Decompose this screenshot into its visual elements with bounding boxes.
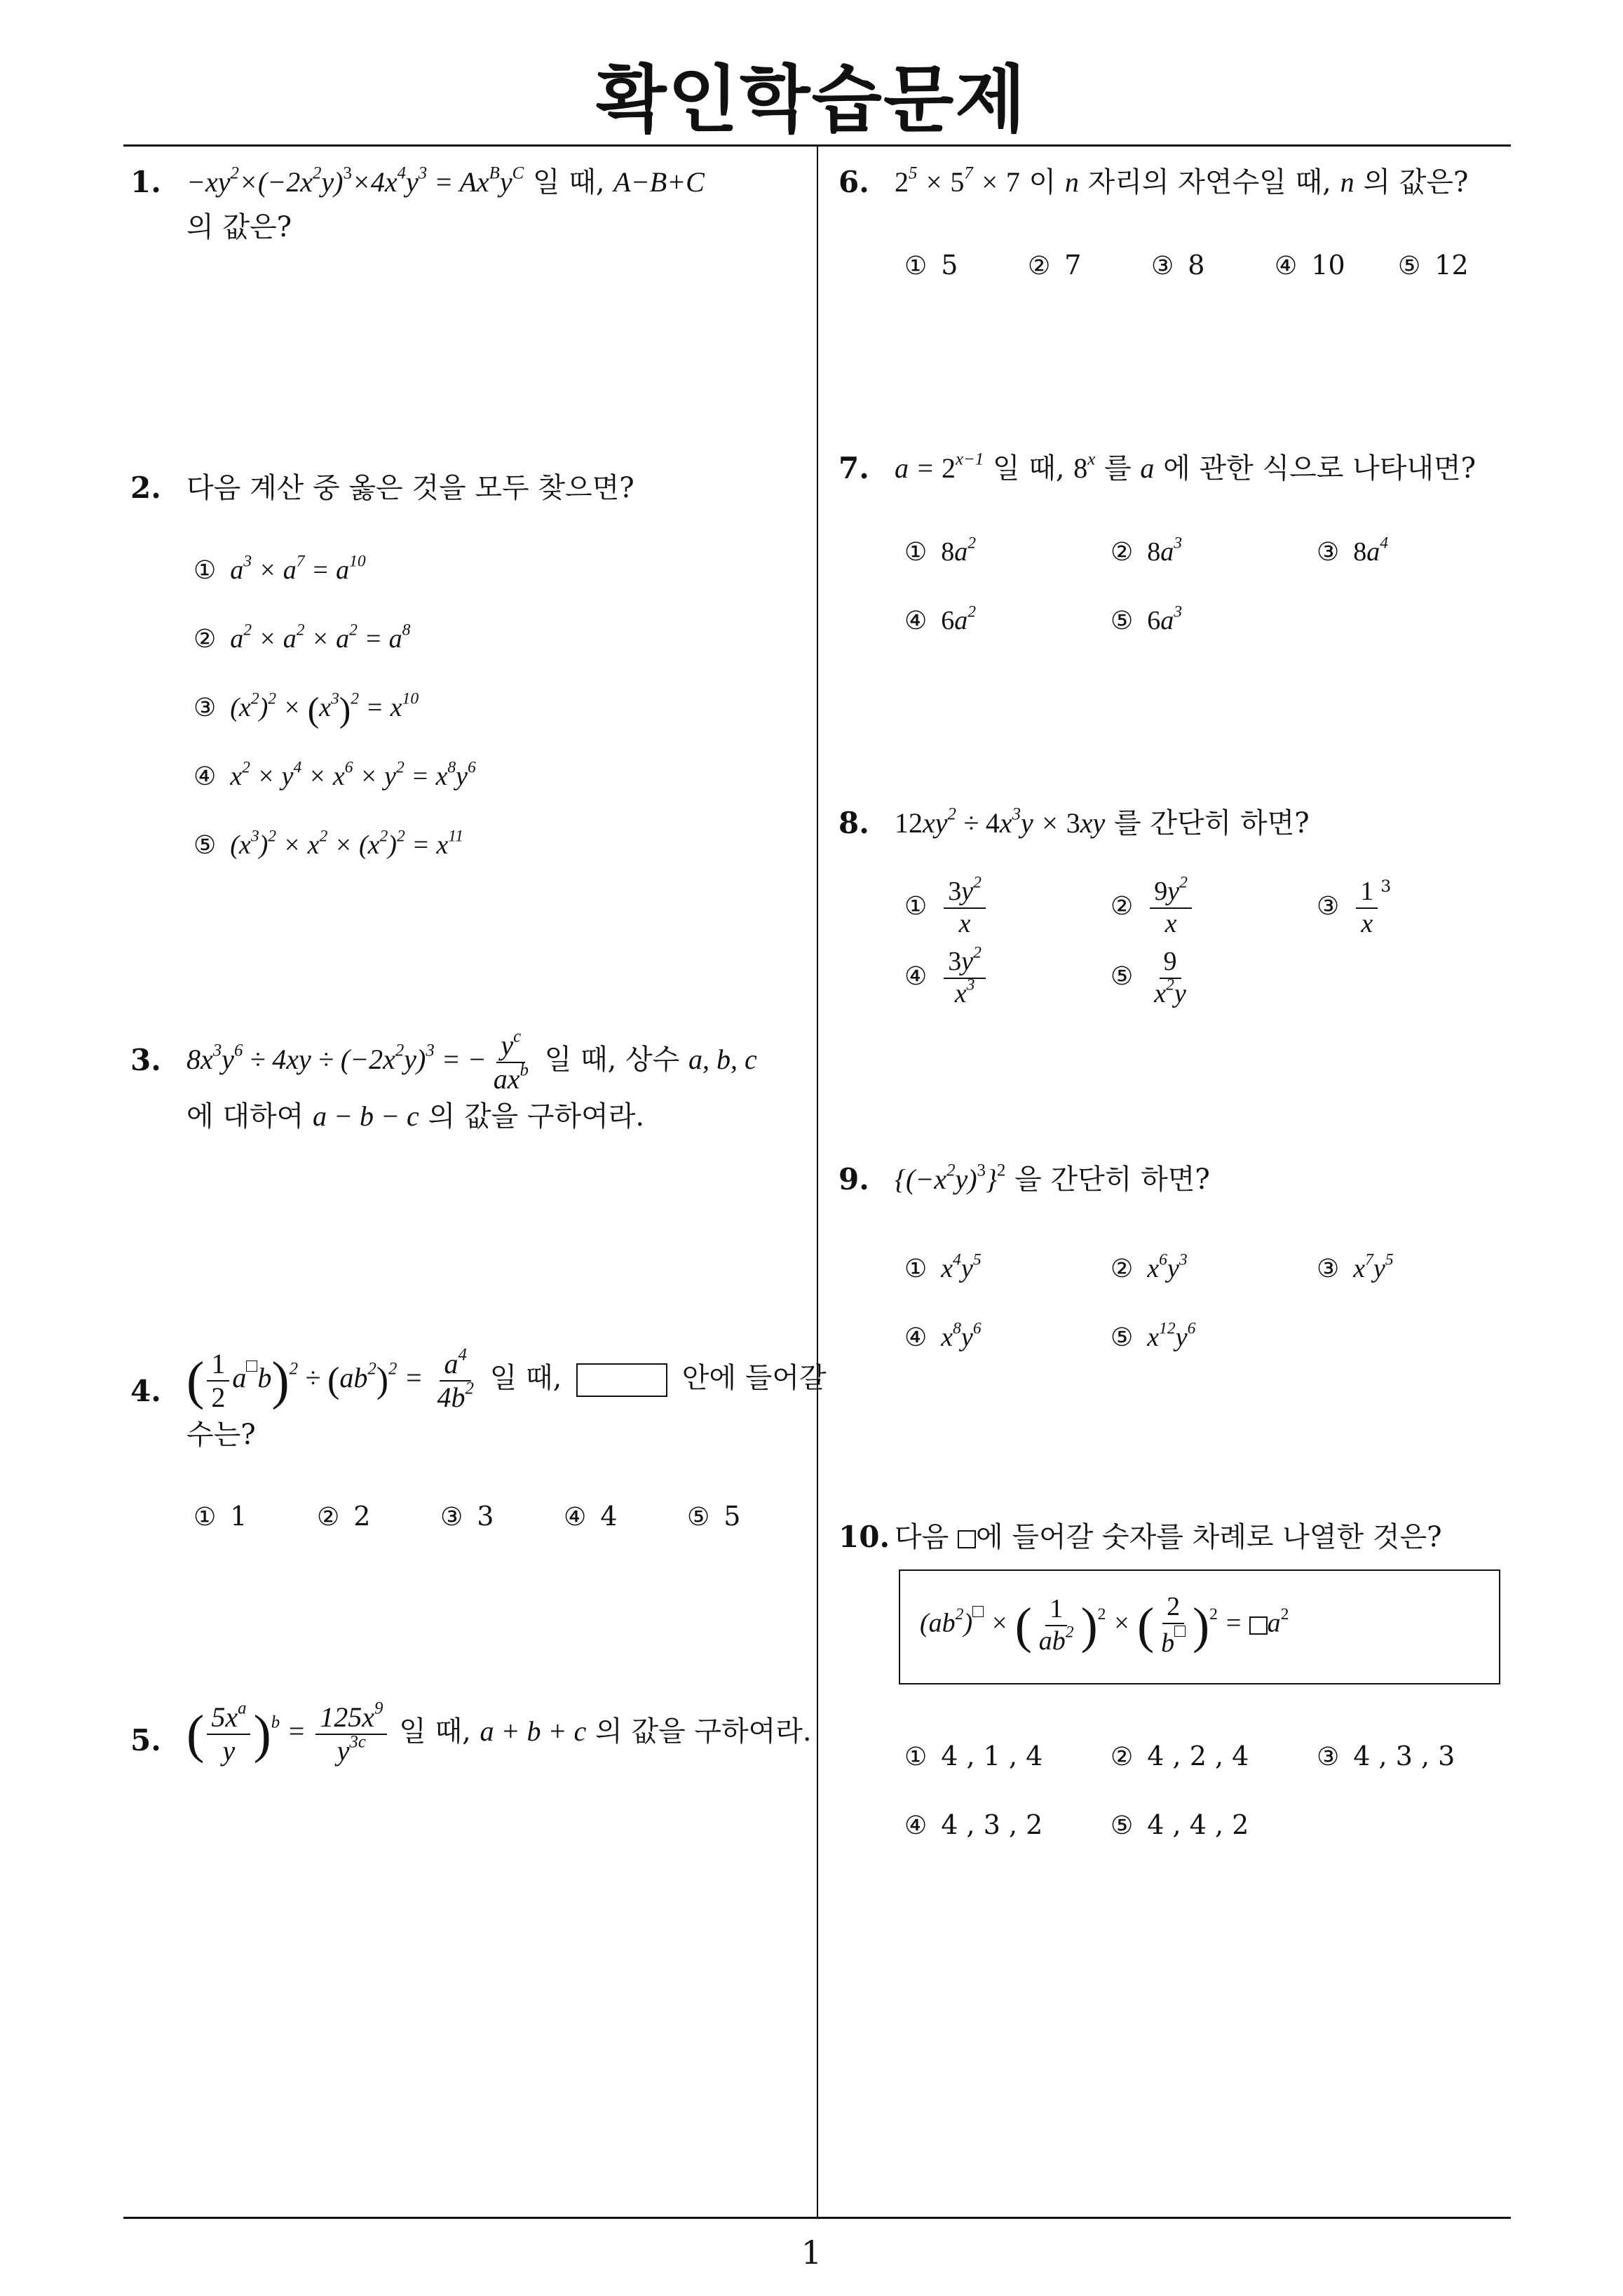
math-expression: $8x^3y^6 \div 4xy \div (-2x^2y)^3$ = − $\frac{y^c}{ax^b}$ [186,1027,529,1095]
question-text: ( $\frac{5x^a}{y}$ )$^b$ = $\frac{125x^9}{y^{3c}}$ 일 때, a + b + c 의 값을 구하여라. [186,1699,812,1767]
math-expression: $a = 2^{x-1}$ [895,450,984,484]
q2-option-5[interactable]: ⑤ $(x^3)^2 \times x^2 \times (x^2)^2 = x^{11}$ [193,827,464,860]
q4-choice-4[interactable]: ④ 4 [564,1501,618,1532]
q2-option-1[interactable]: ① $a^3 \times a^7 = a^{10}$ [193,552,366,585]
math-expression: $-xy^2\times(-2x^2y)^3\times 4x^4y^3 = Ax^By^C$ [186,163,524,198]
question-number: 5. [130,1723,161,1757]
q10-choice-2[interactable]: ② 4 , 2 , 4 [1111,1741,1249,1771]
q8-option-4[interactable]: ④ $\frac{3y^2}{x^3}$ [904,948,989,1008]
q4-choice-5[interactable]: ⑤ 5 [687,1501,741,1532]
question-text: ( $\frac{1}{2}$ a $b)^2 \div (ab^2)^2$ = $\frac{a^4}{4b^2}$ 일 때, 안에 들어갈 수는? [186,1345,827,1451]
page-number: 1 [801,2234,822,2271]
q10-expression-box [899,1569,1500,1684]
q9-option-2[interactable]: ② $x^6y^3$ [1111,1250,1188,1283]
q8-option-2[interactable]: ② $\frac{9y^2}{x}$ [1111,878,1195,938]
q7-option-2[interactable]: ② $8a^3$ [1111,534,1183,567]
answer-blank [576,1363,667,1397]
q7-option-1[interactable]: ① $8a^2$ [904,534,977,567]
q6-choice-5[interactable]: ⑤ 12 [1398,250,1469,281]
q4-choice-1[interactable]: ① 1 [193,1501,247,1532]
math-expression: ( $\frac{1}{2}$ a $b)^2 \div (ab^2)^2$ = $\frac{a^4}{4b^2}$ [186,1345,474,1413]
q6-choice-1[interactable]: ① 5 [904,250,958,281]
question-number: 6. [838,165,869,199]
q8-option-5[interactable]: ⑤ $\frac{9}{x^2y}$ [1111,947,1186,1008]
question-number: 3. [130,1043,161,1077]
math-expression: $\{(-x^2y)^3\}^2$ [895,1161,1006,1195]
q7-option-4[interactable]: ④ $6a^2$ [904,602,977,635]
math-expression: ( $\frac{5x^a}{y}$ )$^b$ = $\frac{125x^9}{y^{3c}}$ [186,1715,390,1747]
q4-choice-2[interactable]: ② 2 [317,1501,371,1532]
question-number: 10. [838,1520,890,1554]
q4-choice-3[interactable]: ③ 3 [440,1501,494,1532]
q8-option-1[interactable]: ① $\frac{3y^2}{x}$ [904,878,989,938]
q10-choice-4[interactable]: ④ 4 , 3 , 2 [904,1809,1043,1840]
question-text: $8x^3y^6 \div 4xy \div (-2x^2y)^3$ = − $\frac{y^c}{ax^b}$ 일 때, 상수 a, b, c 에 대하여 a − b − c 의 값을 구하여라. [186,1027,757,1133]
math-expression: $2^5 \times 5^7 \times 7$ [895,163,1020,198]
question-text: $a = 2^{x-1}$ 일 때, 8$^x$ 를 a 에 관한 식으로 나타내면? [895,450,1476,485]
question-text: $\{(-x^2y)^3\}^2$ 을 간단히 하면? [895,1161,1210,1196]
q6-choice-3[interactable]: ③ 8 [1151,250,1205,281]
blank-square-icon [958,1530,976,1548]
question-text: $2^5 \times 5^7 \times 7$ 이 n 자리의 자연수일 때, n 의 값은? [895,163,1469,198]
q8-option-3[interactable]: ③ $\frac{1}{x}$ $^3$ [1317,876,1392,938]
q2-option-4[interactable]: ④ $x^2 \times y^4 \times x^6 \times y^2 = x^8y^6$ [193,758,476,791]
math-expression: $(ab^2)$ × ( $\frac{1}{ab^2}$ )$^2$ × ( $\frac{2}{b}$ )$^2 = a^2$ [920,1592,1289,1658]
q7-option-5[interactable]: ⑤ $6a^3$ [1111,602,1183,635]
q2-option-2[interactable]: ② $a^2 \times a^2 \times a^2 = a^8$ [193,621,411,654]
footer-rule [123,2217,1511,2219]
question-number: 9. [838,1162,869,1196]
question-text: 다음 계산 중 옳은 것을 모두 찾으면? [186,472,634,504]
question-text: 다음 에 들어갈 숫자를 차례로 나열한 것은? [895,1521,1442,1553]
math-expression: A−B+C [613,166,705,198]
question-text: $-xy^2\times(-2x^2y)^3\times 4x^4y^3 = Ax^By^C$ 일 때, A−B+C 의 값은? [186,163,705,243]
question-number: 4. [130,1374,161,1408]
q6-choice-4[interactable]: ④ 10 [1275,250,1345,281]
question-number: 2. [130,471,161,505]
question-number: 1. [130,165,161,199]
q2-option-3[interactable]: ③ $(x^2)^2 \times (x^3)^2 = x^{10}$ [193,689,419,729]
math-expression: $12xy^2 \div 4x^3y \times 3xy$ [895,804,1106,839]
q9-option-1[interactable]: ① $x^4y^5$ [904,1250,982,1283]
q7-option-3[interactable]: ③ $8a^4$ [1317,534,1389,567]
q10-choice-5[interactable]: ⑤ 4 , 4 , 2 [1111,1809,1249,1840]
column-divider [817,146,818,2217]
q9-option-4[interactable]: ④ $x^8y^6$ [904,1319,982,1352]
question-number: 7. [838,451,869,485]
q10-choice-3[interactable]: ③ 4 , 3 , 3 [1317,1741,1455,1771]
q9-option-3[interactable]: ③ $x^7y^5$ [1317,1250,1394,1283]
q9-option-5[interactable]: ⑤ $x^{12}y^6$ [1111,1319,1196,1352]
question-number: 8. [838,806,869,840]
page-title: 확인학습문제 [596,57,1027,142]
question-text: $12xy^2 \div 4x^3y \times 3xy$ 를 간단히 하면? [895,804,1310,839]
q6-choice-2[interactable]: ② 7 [1028,250,1082,281]
q10-choice-1[interactable]: ① 4 , 1 , 4 [904,1741,1043,1771]
